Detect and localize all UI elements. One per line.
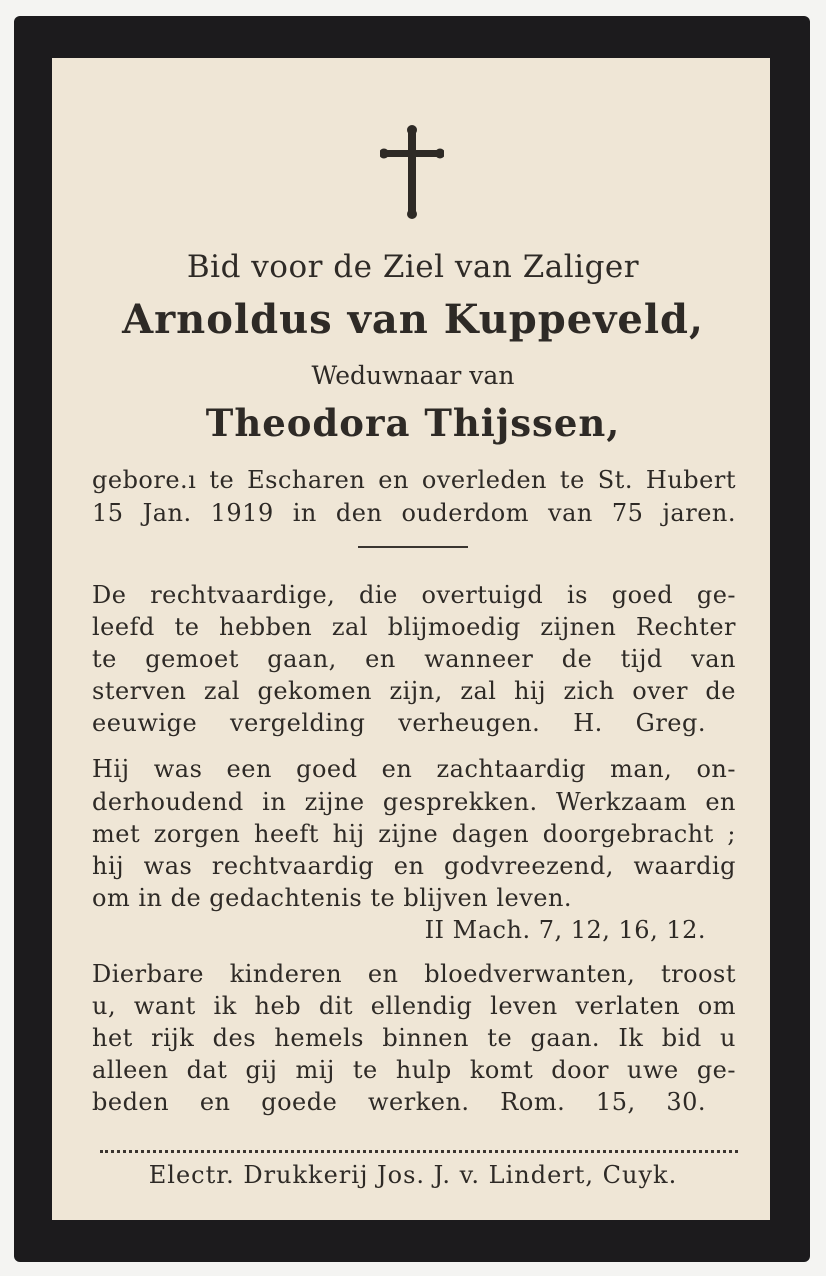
quote1-source: H. Greg. [573, 709, 706, 737]
quote1-line: leefd te hebben zal blijmoedig zijnen Rechter [92, 613, 736, 641]
deceased-name: Arnoldus van Kuppeveld, [122, 296, 704, 343]
quote1-last-text: eeuwige vergelding verheugen. [92, 709, 541, 737]
quote2-line: derhoudend in zijne gesprekken. Werkzaam en [92, 788, 736, 816]
quote3-last-line [92, 1085, 706, 1119]
relation-label: Weduwnaar van [311, 361, 515, 390]
quote3-line: u, want ik heb dit ellendig leven verlaten om [92, 992, 736, 1020]
quote1-line: te gemoet gaan, en wanneer de tijd van [92, 645, 736, 673]
quote3-line: alleen dat gij mij te hulp komt door uwe ge- [92, 1056, 736, 1084]
quote2-line: Hij was een goed en zachtaardig man, on- [92, 755, 736, 783]
birth-death-line-2: 15 Jan. 1919 in den ouderdom van 75 jaren. [92, 499, 736, 527]
prayer-heading: Bid voor de Ziel van Zaliger [186, 249, 640, 285]
spouse-name: Theodora Thijssen, [205, 401, 621, 445]
cross-icon [380, 124, 444, 220]
quote1-line: sterven zal gekomen zijn, zal hij zich over de [92, 677, 736, 705]
quote2-line: hij was rechtvaardig en godvreezend, waardig [92, 852, 736, 880]
dotted-divider [100, 1150, 738, 1153]
quote3-line: Dierbare kinderen en bloedverwanten, troost [92, 960, 736, 988]
quote2-line: met zorgen heeft hij zijne dagen doorgebracht ; [92, 820, 736, 848]
quote3-source: Rom. 15, 30. [500, 1088, 706, 1116]
quote3-last-text: beden en goede werken. [92, 1088, 470, 1116]
quote2-source: II Mach. 7, 12, 16, 12. [424, 916, 706, 944]
printer-imprint: Electr. Drukkerij Jos. J. v. Lindert, Cuyk. [148, 1161, 678, 1189]
separator-line [358, 546, 468, 548]
quote1-last-line [92, 706, 706, 740]
birth-death-line-1: gebore.ı te Escharen en overleden te St. Hubert [92, 466, 736, 494]
quote1-line: De rechtvaardige, die overtuigd is goed ge- [92, 581, 736, 609]
quote2-last-line: om in de gedachtenis te blijven leven. [92, 884, 573, 912]
quote3-line: het rijk des hemels binnen te gaan. Ik bid u [92, 1024, 736, 1052]
